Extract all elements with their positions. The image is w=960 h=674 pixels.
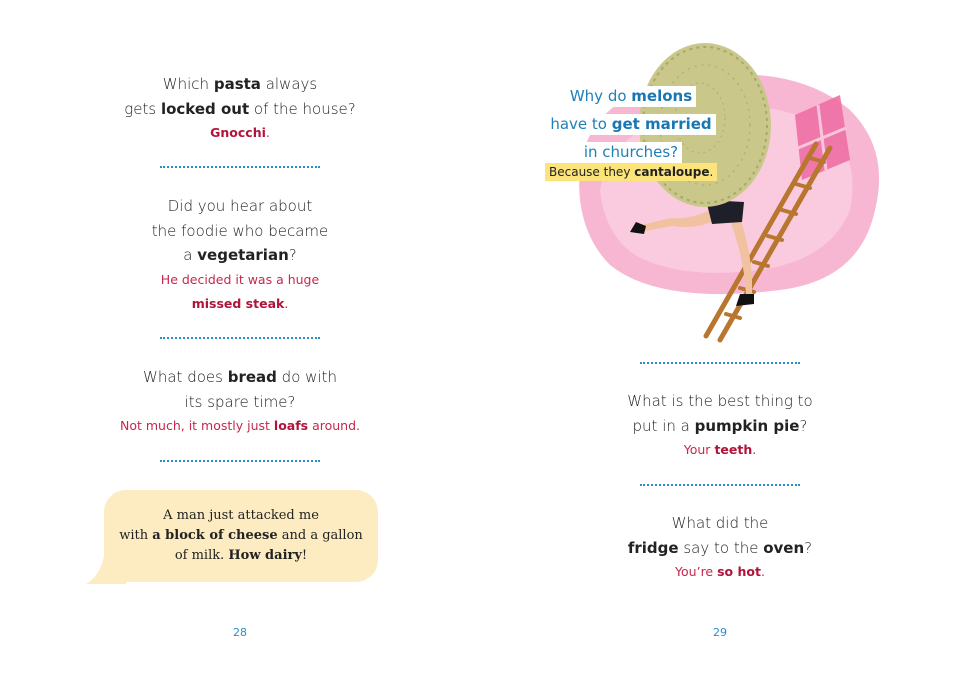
text: .	[752, 442, 757, 457]
bold-text: teeth	[714, 442, 753, 457]
text-line	[114, 546, 368, 566]
joke-pasta	[40, 72, 440, 145]
text: around.	[308, 418, 361, 433]
bold-text: missed steak	[191, 295, 285, 311]
text-line	[40, 365, 440, 390]
question	[40, 72, 440, 121]
bold-text: Gnocchi	[210, 125, 266, 140]
joke-vegetarian	[40, 194, 440, 316]
melon-question-text	[546, 86, 716, 163]
text: its spare time?	[184, 392, 296, 411]
text: and a gallon	[277, 528, 363, 543]
divider	[160, 337, 320, 339]
text: of milk.	[174, 548, 229, 563]
text: put in a	[632, 416, 695, 435]
bold-text: so hot	[717, 564, 761, 579]
page-number: 29	[713, 626, 727, 639]
bold-text: pumpkin pie	[694, 416, 800, 435]
melon-answer-text	[549, 165, 713, 179]
question	[520, 389, 920, 438]
answer	[40, 414, 440, 438]
answer	[40, 121, 440, 145]
text-line	[40, 121, 440, 145]
text-box	[546, 114, 715, 135]
bold-text: pasta	[213, 75, 261, 93]
bold-text: locked out	[160, 99, 250, 118]
melon-answer	[545, 163, 717, 181]
text-line	[40, 390, 440, 415]
text: You’re	[675, 564, 718, 579]
bold-text: a block of cheese	[152, 528, 278, 543]
text: with	[119, 528, 153, 543]
text-line	[40, 243, 440, 268]
answer	[40, 268, 440, 316]
text: Did you hear about	[167, 197, 313, 215]
text: .	[709, 165, 714, 179]
bold-text: bread	[227, 368, 277, 386]
answer	[520, 438, 920, 462]
text: !	[301, 548, 308, 563]
text-box	[580, 142, 682, 163]
bubble-text	[114, 506, 368, 566]
text: What does	[143, 368, 228, 386]
speech-bubble	[104, 490, 378, 582]
divider	[160, 460, 320, 462]
text: in churches?	[583, 143, 679, 161]
text-box	[566, 86, 696, 107]
text: What is the best thing to	[627, 392, 813, 410]
text-line	[546, 142, 716, 163]
text-line	[520, 389, 920, 414]
text-line	[40, 414, 440, 438]
text-line	[520, 536, 920, 561]
text-line	[546, 86, 716, 107]
bold-text: fridge	[627, 538, 679, 557]
text: gets	[124, 99, 161, 118]
text: .	[284, 295, 289, 311]
text: He decided it was a huge	[160, 271, 320, 287]
text-line	[546, 114, 716, 135]
text: do with	[276, 368, 337, 386]
text: ?	[799, 416, 808, 435]
text-line	[40, 219, 440, 244]
text: Why do	[569, 87, 632, 105]
joke-pumpkin-pie	[520, 389, 920, 462]
text-line	[40, 268, 440, 292]
text: Which	[162, 75, 214, 93]
text: always	[260, 75, 318, 93]
bold-text: cantaloupe	[634, 165, 710, 179]
text-line	[520, 511, 920, 536]
text: What did the	[671, 514, 769, 532]
text-line	[40, 292, 440, 316]
text: ?	[288, 246, 297, 264]
text: .	[265, 125, 270, 140]
melon-question	[546, 86, 716, 170]
question	[520, 511, 920, 560]
text: A man just attacked me	[163, 508, 319, 523]
text-line	[520, 414, 920, 439]
question	[40, 194, 440, 268]
joke-bread	[40, 365, 440, 438]
text: say to the	[678, 538, 764, 557]
text-line	[520, 438, 920, 462]
joke-fridge	[520, 511, 920, 584]
text: Because they	[549, 165, 635, 179]
text: have to	[550, 115, 612, 133]
divider	[640, 484, 800, 486]
text-line	[40, 97, 440, 122]
text: ?	[804, 538, 813, 557]
text: of the house?	[249, 99, 356, 118]
bold-text: loafs	[273, 418, 309, 433]
text-line	[114, 506, 368, 526]
text-line	[40, 72, 440, 97]
bold-text: oven	[763, 538, 805, 557]
divider	[160, 166, 320, 168]
page-number: 28	[233, 626, 247, 639]
bold-text: vegetarian	[197, 246, 289, 264]
text: Your	[683, 442, 715, 457]
text-line	[40, 194, 440, 219]
question	[40, 365, 440, 414]
answer	[520, 560, 920, 584]
text: Not much, it mostly just	[119, 418, 274, 433]
bold-text: get married	[611, 115, 712, 133]
text-line	[520, 560, 920, 584]
text: the foodie who became	[151, 221, 329, 240]
divider	[640, 362, 800, 364]
bold-text: How dairy	[228, 548, 302, 563]
text: a	[183, 246, 198, 264]
bold-text: melons	[631, 87, 693, 105]
text-line	[114, 526, 368, 546]
text: .	[760, 564, 765, 579]
